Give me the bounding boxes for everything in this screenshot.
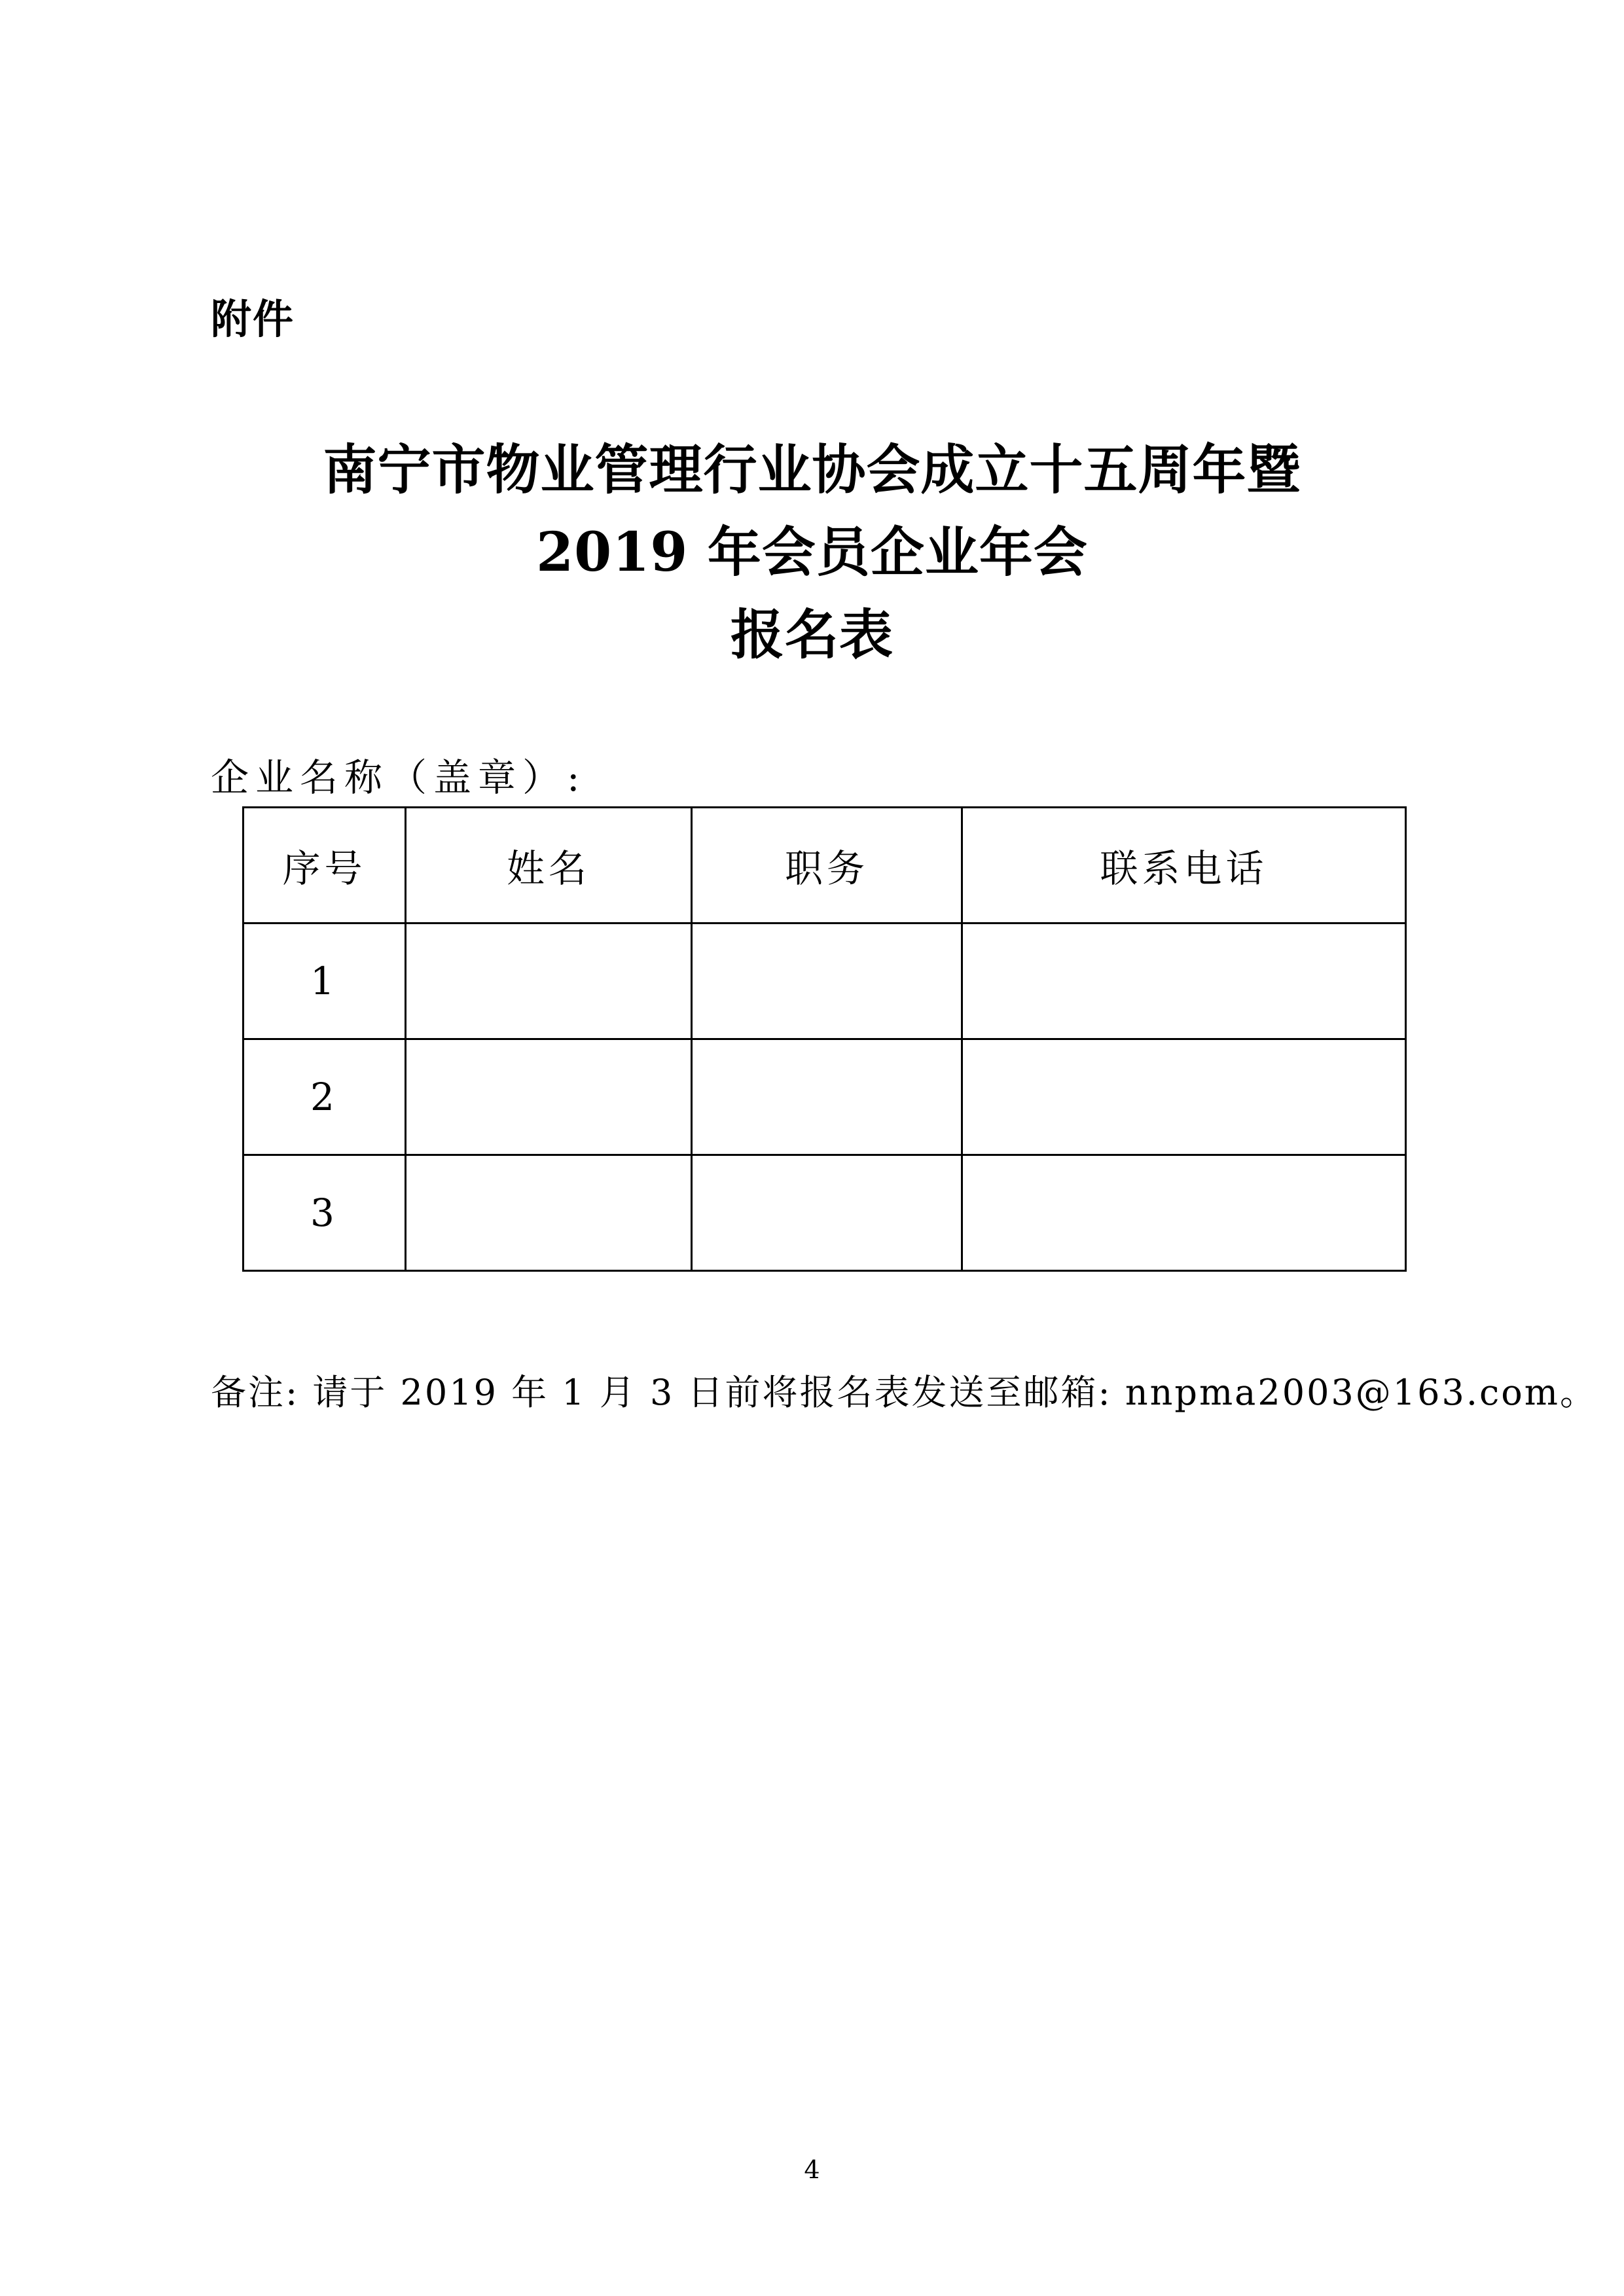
table-row [244, 1039, 1406, 1155]
table-row [244, 924, 1406, 1039]
header-position: 职务 [692, 808, 962, 924]
phone-cell[interactable] [962, 1155, 1406, 1271]
position-cell[interactable] [692, 924, 962, 1039]
title-line-1: 南宁市物业管理行业协会成立十五周年暨 [323, 439, 1301, 501]
phone-cell[interactable] [962, 924, 1406, 1039]
title-line-2: 2019 年会员企业年会 [536, 521, 1088, 584]
row-serial-number: 1 [244, 924, 406, 1039]
position-cell[interactable] [692, 1039, 962, 1155]
table-row [244, 1155, 1406, 1271]
header-phone: 联系电话 [962, 808, 1406, 924]
position-cell[interactable] [692, 1155, 962, 1271]
name-cell[interactable] [406, 1039, 692, 1155]
company-name-label: 企业名称（盖章）: [211, 755, 586, 800]
note-text: 备注: 请于 2019 年 1 月 3 日前将报名表发送至邮箱: nnpma2003@163.com。 [211, 1372, 1597, 1413]
header-serial-number: 序号 [244, 808, 406, 924]
name-cell[interactable] [406, 924, 692, 1039]
header-name: 姓名 [406, 808, 692, 924]
title-line-3: 报名表 [730, 603, 893, 666]
attachment-label: 附件 [211, 295, 295, 343]
document-title [0, 429, 1624, 676]
phone-cell[interactable] [962, 1039, 1406, 1155]
registration-table [242, 806, 1407, 1272]
table-header-row [244, 808, 1406, 924]
row-serial-number: 2 [244, 1039, 406, 1155]
name-cell[interactable] [406, 1155, 692, 1271]
row-serial-number: 3 [244, 1155, 406, 1271]
page-number: 4 [804, 2155, 820, 2184]
